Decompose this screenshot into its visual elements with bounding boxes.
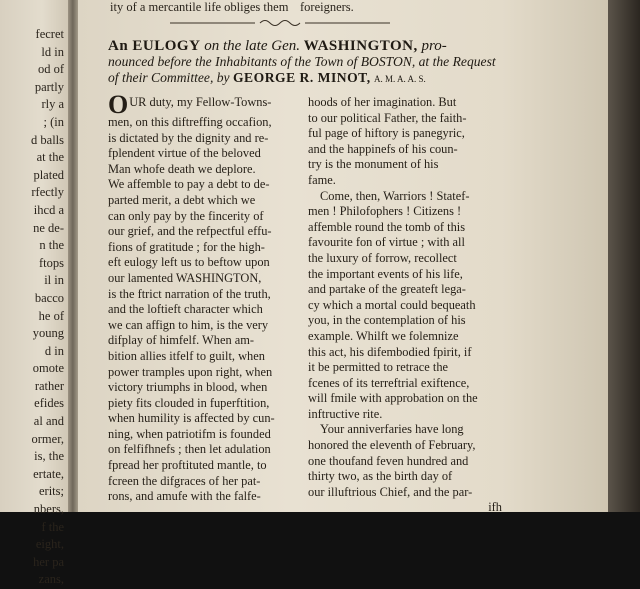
top-right-text: foreigners. [300,0,354,14]
column2-para2-line: affemble round the tomb of this [308,219,466,234]
title-eulogy: An EULOGY [108,38,201,54]
column1-line: bition allies itfelf to guilt, when [108,348,265,363]
column1-line: fplendent virtue of the beloved [108,146,261,161]
ornament-rule [170,18,390,28]
column2-line: try is the monument of his [308,157,439,172]
column2-para3-line: thirty two, as the birth day of [308,469,453,484]
left-fragment-line: f the [41,519,64,534]
left-fragment-line: fecret [35,27,64,41]
left-fragment-line: al and [33,414,64,429]
left-fragment-line: zans, [38,572,64,587]
column2-para3-line: Your anniverfaries have long [320,422,464,437]
left-fragment-line: eight, [35,537,64,552]
page-edge-shadow [608,0,640,512]
left-fragment-line: od of [37,62,64,77]
left-fragment-line: il in [44,273,64,288]
title-middle: on the late Gen. [204,38,300,54]
column1-line: is dictated by the dignity and re- [108,130,269,145]
author-degrees: A. M. A. A. S. [374,74,426,84]
left-fragment-line: ormer, [31,431,64,446]
left-fragment-line: erits; [39,484,64,499]
column2-para2-line: the luxury of forrow, recollect [308,250,457,265]
column2-para2-line: cy which a mortal could bequeath [308,297,476,312]
column1-line: rons, and amufe with the falfe- [108,489,261,504]
left-fragment-line: rather [34,378,64,393]
column1-line: is the ftrict narration of the truth, [108,286,271,301]
left-fragment-line: nbers, [33,502,64,517]
column1-line: our grief, and the refpectful effu- [108,224,272,239]
left-fragment-line: young [32,326,64,341]
top-left-text: ity of a mercantile life obliges them [110,0,289,14]
column2-para2-line: you, in the contemplation of his [308,313,466,328]
column1-line: ning, when patriotifm is founded [108,426,271,441]
column1-line: difplay of himfelf. When am- [108,333,255,348]
column1-line: Man whofe death we deplore. [108,161,256,176]
column1-line: our lamented WASHINGTON, [108,270,262,285]
column2-para2-line: will fmile with approbation on the [308,391,478,406]
left-fragment-line: ihcd a [33,202,64,217]
left-fragment-line: rfectly [31,185,64,200]
column2-line: hoods of her imagination. But [308,95,457,109]
title-line3-prefix: of their Committee, by [108,70,230,85]
column2-para3-line: ifh [488,500,502,515]
column1-first-line: UR duty, my Fellow-Towns- [129,95,272,109]
column1-line: We affemble to pay a debt to de- [108,177,270,192]
left-fragment-line: rly a [41,97,64,112]
left-fragment-line: plated [33,167,64,182]
column2-para2-line: Come, then, Warriors ! Statef- [320,188,470,203]
column2-para3-line: honored the eleventh of February, [308,438,476,453]
left-fragment-line: bacco [34,290,64,305]
left-column-fragments [0,26,64,589]
column1-line: we can affign to him, is the very [108,317,269,332]
column2-para2-line: favourite fon of virtue ; with all [308,235,465,250]
column2-para2-line: fcenes of its terreftrial exiftence, [308,375,470,390]
column2-para2-line: inftructive rite. [308,406,383,421]
column2-para2-line: example. Whilft we folemnize [308,328,459,343]
column1-line: fpread her proftituted mantle, to [108,458,267,473]
left-fragment-line: ftops [39,255,64,270]
left-fragment-line: ld in [41,44,64,59]
column1-line: fcreen the difgraces of her pat- [108,473,261,488]
column2-para3-line: our illuftrious Chief, and the par- [308,484,473,499]
left-fragment-line: ; (in [43,114,64,129]
left-page [0,0,70,587]
column1-line: when humility is affected by cun- [108,411,275,426]
column2-para2-line: this act, his difembodied fpirit, if [308,344,472,359]
left-fragment-line: ne de- [33,220,64,235]
article-title [108,38,548,87]
article-column-2 [308,95,508,516]
top-running-text [110,0,354,15]
column2-line: ful page of hiftory is panegyric, [308,126,465,141]
left-fragment-line: he of [38,308,64,323]
article-column-1 [108,90,300,505]
column1-line: power tramples upon right, when [108,364,273,379]
column1-line: parted merit, a debt which we [108,192,256,207]
column1-line: fions of gratitude ; for the high- [108,239,265,254]
left-fragment-line: n the [39,238,64,253]
left-fragment-line: her pa [33,554,64,569]
column1-line: eft eulogy left us to beftow upon [108,255,270,270]
drop-cap: O [108,90,129,119]
column1-line: can only pay by the fincerity of [108,208,264,223]
left-fragment-line: is, the [34,449,64,464]
column2-para3-line: one thoufand feven hundred and [308,453,469,468]
column2-line: and the happinefs of his coun- [308,141,458,156]
left-fragment-line: d balls [31,132,64,147]
column1-line: men, on this diftreffing occafion, [108,115,272,129]
column2-para2-line: the important events of his life, [308,266,463,281]
left-fragment-line: efides [34,396,64,411]
column1-line: piety fits clouded in fuperftition, [108,395,270,410]
column2-line: fame. [308,172,336,187]
title-line2: nounced before the Inhabitants of the Town of BOSTON, at the Request [108,54,496,69]
column2-para2-line: men ! Philofophers ! Citizens ! [308,204,462,219]
left-fragment-line: at the [36,150,64,165]
left-fragment-line: ertate, [33,466,64,481]
column1-line: victory triumphs in blood, when [108,380,268,395]
author-name: GEORGE R. MINOT, [232,70,371,85]
column1-line: on felfifhnefs ; then let adulation [108,442,271,457]
left-fragment-line: d in [44,343,64,358]
column1-line: and the loftieft character which [108,302,263,317]
title-suffix: pro- [421,38,447,54]
title-washington: WASHINGTON, [303,38,418,54]
left-fragment-line: omote [32,361,64,376]
left-fragment-line: partly [34,79,64,94]
column2-para2-line: and partake of the greateft lega- [308,282,466,297]
column2-line: to our political Father, the faith- [308,110,467,125]
column2-para2-line: it be permitted to retrace the [308,360,449,375]
